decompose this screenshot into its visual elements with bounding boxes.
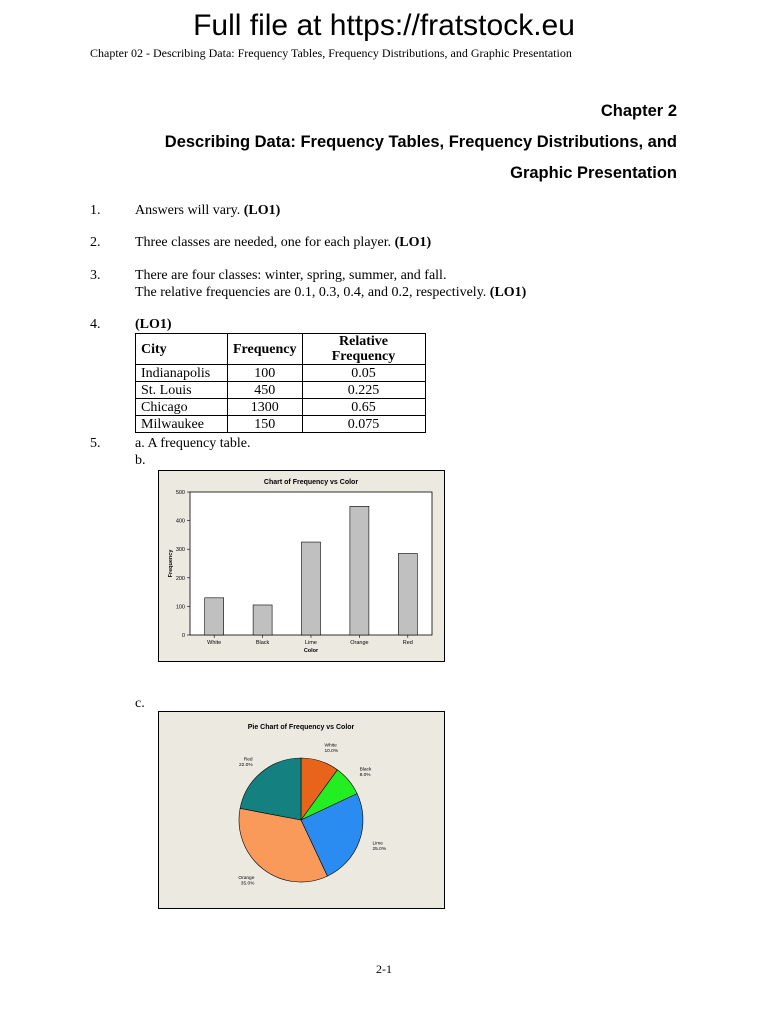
chart-title: Chart of Frequency vs Color bbox=[263, 479, 359, 486]
answer-text: Answers will vary. bbox=[135, 203, 244, 218]
pie-label-percent: 22.0% bbox=[238, 762, 253, 768]
y-tick-label: 300 bbox=[175, 547, 185, 554]
frequency-cell: 150 bbox=[228, 416, 303, 433]
pie-label-name: Red bbox=[243, 757, 253, 763]
page-number: 2-1 bbox=[376, 962, 392, 976]
y-tick-label: 100 bbox=[175, 604, 185, 611]
x-tick-label: White bbox=[207, 640, 222, 646]
learning-objective: (LO1) bbox=[489, 285, 527, 300]
learning-objective: (LO1) bbox=[135, 317, 172, 332]
city-cell: Indianapolis bbox=[136, 365, 228, 382]
y-tick-label: 200 bbox=[175, 575, 185, 582]
bar-black bbox=[253, 605, 272, 635]
pie-label-name: Lime bbox=[372, 841, 383, 847]
learning-objective: (LO1) bbox=[394, 235, 432, 250]
table-row bbox=[136, 399, 426, 416]
y-axis-label: Frequency bbox=[168, 549, 174, 578]
answer-number: 2. bbox=[90, 235, 101, 250]
chapter-number: Chapter 2 bbox=[600, 102, 677, 120]
column-header-relative-frequency: Relative Frequency bbox=[302, 334, 425, 365]
chapter-title-line1: Describing Data: Frequency Tables, Frequency Distributions, and bbox=[164, 133, 677, 151]
table-header-row bbox=[136, 334, 426, 365]
frequency-cell: 450 bbox=[228, 382, 303, 399]
answer-number: 4. bbox=[90, 317, 101, 332]
answer-part-a: a. A frequency table. bbox=[135, 436, 251, 451]
answer-text: The relative frequencies are 0.1, 0.3, 0.4, and 0.2, respectively. bbox=[135, 285, 490, 300]
pie-label-percent: 10.0% bbox=[324, 749, 339, 755]
chart-title: Pie Chart of Frequency vs Color bbox=[247, 724, 355, 731]
answer-number: 1. bbox=[90, 203, 101, 218]
pie-label-name: White bbox=[324, 743, 337, 749]
table-row bbox=[136, 382, 426, 399]
relative-frequency-cell: 0.225 bbox=[302, 382, 425, 399]
answer-part-b-label: b. bbox=[135, 453, 146, 468]
x-tick-label: Red bbox=[402, 640, 413, 646]
watermark-banner: Full file at https://fratstock.eu bbox=[193, 9, 575, 42]
y-tick-label: 0 bbox=[181, 633, 185, 639]
answer-text: Three classes are needed, one for each player. bbox=[135, 235, 395, 250]
answer-part-c-label: c. bbox=[135, 696, 145, 711]
pie-label-percent: 25.0% bbox=[372, 847, 387, 853]
frequency-table bbox=[135, 333, 426, 433]
bar-lime bbox=[302, 542, 321, 635]
answer-number: 3. bbox=[90, 268, 101, 283]
bar-orange bbox=[350, 506, 369, 635]
city-cell: St. Louis bbox=[136, 382, 228, 399]
column-header-frequency: Frequency bbox=[228, 334, 303, 365]
pie-chart-canvas bbox=[159, 712, 443, 907]
chapter-title-line2: Graphic Presentation bbox=[510, 164, 677, 182]
bar-chart bbox=[158, 470, 445, 662]
x-tick-label: Black bbox=[255, 640, 270, 646]
city-cell: Chicago bbox=[136, 399, 228, 416]
relative-frequency-cell: 0.075 bbox=[302, 416, 425, 433]
pie-label-name: Black bbox=[359, 767, 372, 773]
pie-label-name: Orange bbox=[238, 876, 255, 882]
learning-objective: (LO1) bbox=[243, 203, 281, 218]
bar-red bbox=[398, 553, 417, 635]
pie-chart bbox=[158, 711, 445, 909]
frequency-cell: 1300 bbox=[228, 399, 303, 416]
x-tick-label: Lime bbox=[305, 640, 317, 646]
bar-white bbox=[205, 598, 224, 635]
running-head: Chapter 02 - Describing Data: Frequency Tables, Frequency Distributions, and Graphic Presentation bbox=[90, 46, 572, 60]
pie-label-percent: 8.0% bbox=[359, 773, 371, 779]
answer-number: 5. bbox=[90, 436, 101, 451]
x-axis-label: Color bbox=[303, 648, 319, 654]
bar-chart-canvas bbox=[159, 471, 443, 660]
y-tick-label: 400 bbox=[175, 518, 185, 525]
relative-frequency-cell: 0.05 bbox=[302, 365, 425, 382]
x-tick-label: Orange bbox=[350, 640, 369, 646]
column-header-city: City bbox=[136, 334, 228, 365]
frequency-cell: 100 bbox=[228, 365, 303, 382]
table-row bbox=[136, 416, 426, 433]
pie-label-percent: 35.0% bbox=[240, 881, 255, 887]
answer-text-line1: There are four classes: winter, spring, summer, and fall. bbox=[135, 268, 447, 283]
relative-frequency-cell: 0.65 bbox=[302, 399, 425, 416]
y-tick-label: 500 bbox=[175, 490, 185, 496]
city-cell: Milwaukee bbox=[136, 416, 228, 433]
table-row bbox=[136, 365, 426, 382]
